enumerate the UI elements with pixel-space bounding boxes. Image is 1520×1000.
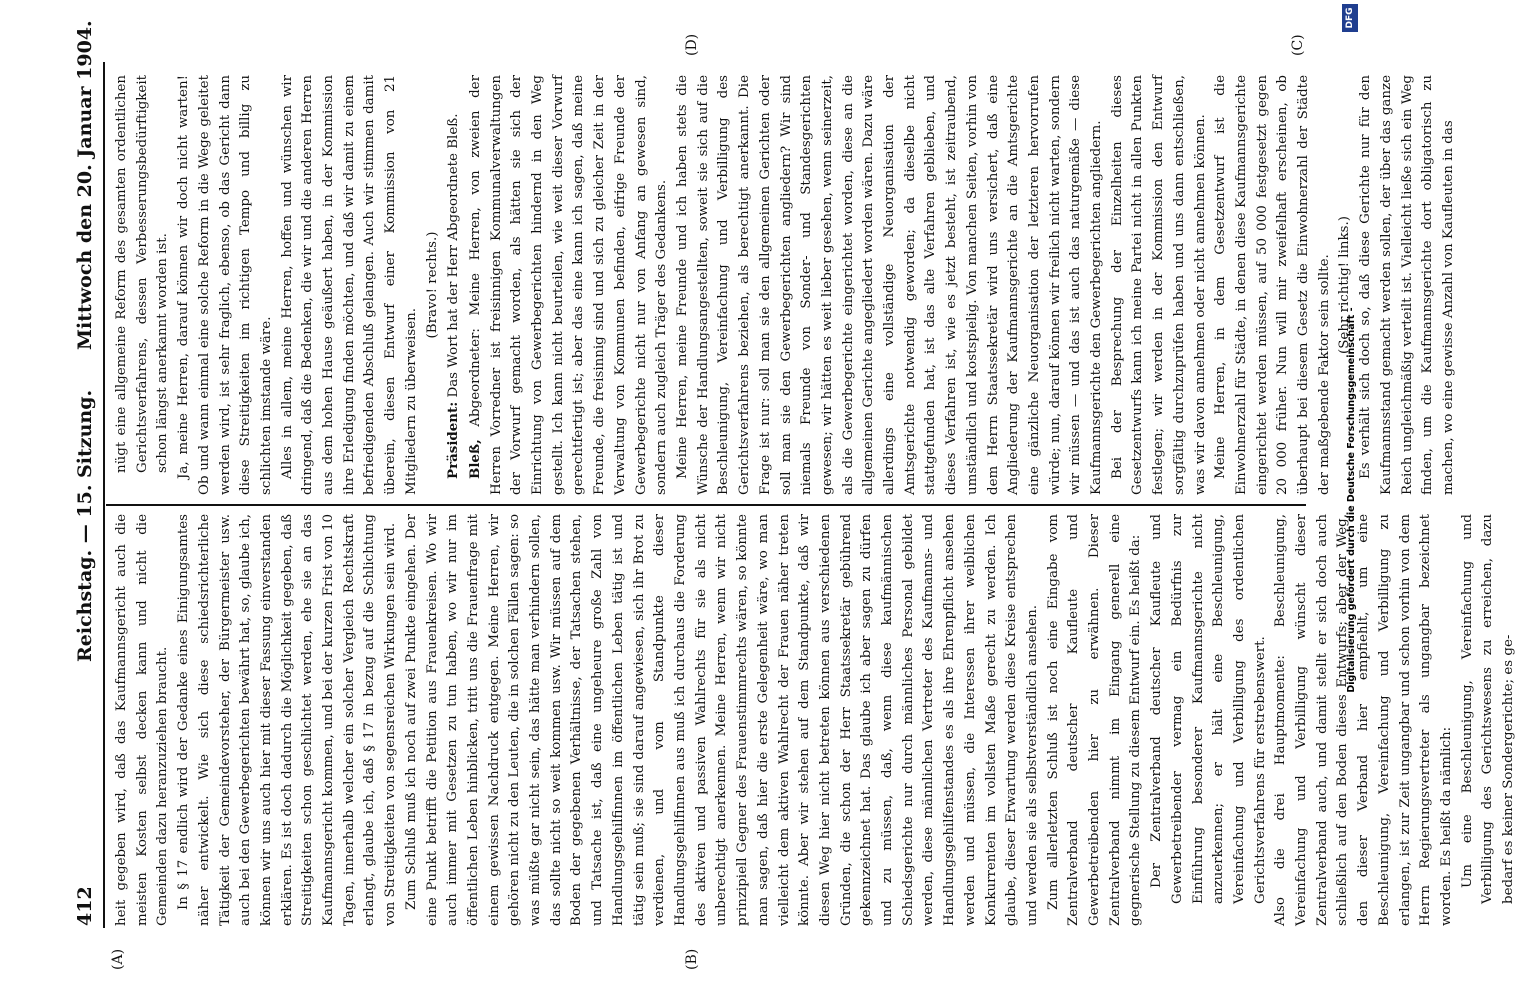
margin-marker-b: (B) [684,948,700,970]
right-paragraph: Bei der Besprechung der Einzelheiten dieses Gesetzentwurfs kann ich meine Partei nicht in allen Punkten festlegen; wir werden in der Kommission den Entwurf sorgfältig durchzuprüfen haben und uns dann entschließen, was wir davon annehmen oder nicht annehmen können. [1109,75,1208,495]
speaker-paragraph [465,75,673,495]
right-quote: nügt eine allgemeine Reform des gesamten ordentlichen Gerichtsverfahrens, dessen Verbesserungsbedürftigkeit schon längst anerkannt worden ist. [114,75,171,473]
left-paragraph: In § 17 endlich wird der Gedanke eines Einigungsamtes näher entwickelt. Wie sich diese schiedsrichterliche Tätigkeit der Gemeindevorsteher, der Bürgermeister usw. auch bei den Gewerbegerichten bewährt hat, so, glaube ich, können wir uns auch hier mit dieser Fassung einverstanden erklären. Es ist doch dadurch die Möglichkeit gegeben, daß Streitigkeiten schon geschlichtet werden, ehe sie an das Kaufmannsgericht kommen, und bei der kurzen Frist von 10 Tagen, innerhalb welcher ein solcher Vergleich Rechtskraft erlangt, glaube ich, daß § 17 in bezug auf die Schlichtung von Streitigkeiten von segensreichen Wirkungen sein wird. [176,514,399,926]
left-quote: Um eine Beschleunigung, Vereinfachung und Verbilligung des Gerichtswesens zu erreichen, dazu bedarf es keiner Sondergerichte; es ge- [1459,514,1517,904]
margin-marker-a: (A) [110,948,126,970]
header-rule [103,62,105,928]
left-column [112,513,1517,926]
right-paragraph: Meine Herren, meine Freunde und ich haben stets die Wünsche der Handlungsangestellten, soweit sie sich auf die Beschleunigung, Vereinfachung und Verbilligung des Gerichtsverfahrens beziehen, als berechtigt anerkannt. Die Frage ist nur: soll man sie den allgemeinen Gerichten oder soll man sie den Gewerbegerichten angliedern? Wir sind niemals Freunde von Sonder- und Standesgerichten gewesen; wir hätten es weit lieber gesehen, wenn seinerzeit, als die Gewerbegerichte eingerichtet worden, diese an die allgemeinen Gerichte angegliedert worden wären. Dazu wäre allerdings eine vollständige Neuorganisation der Amtsgerichte notwendig geworden; da dieselbe nicht stattgefunden hat, ist das alte Verfahren geblieben, und dieses Verfahren ist, wie es jetzt besteht, ist zeitraubend, umständlich und kostspielig. Von manchen Seiten, vorhin von dem Herrn Staatssekretär wird uns versichert, daß eine Angliederung der Kaufmannsgerichte an die Amtsgerichte eine gänzliche Neuorganisation der letzteren hervorrufen würde; nun, darauf können wir freilich nicht warten, sondern wir müssen — und das ist auch das naturgemäße — diese Kaufmannsgerichte den Gewerbegerichten angliedern. [674,75,1105,495]
right-column [112,74,1456,495]
margin-marker-d: (D) [684,33,700,56]
page-number: 412 [74,886,96,926]
digitization-credit: Digitalisierung gefördert durch die Deutsche Forschungsgemeinschaft - [1346,307,1357,693]
applause-note: (Sehr richtig! links.) [1337,216,1353,354]
right-paragraph: Meine Herren, in dem Gesetzentwurf ist die Einwohnerzahl für Städte, in denen diese Kaufmannsgerichte eingerichtet werden müssen, auf 50 000 festgesetzt gegen 20 000 früher. Nun will mir zweifelhaft erscheinen, ob überhaupt bei diesem Gesetz die Einwohnerzahl der Städte der maßgebende Faktor sein sollte. [1213,75,1332,495]
right-paragraph: Es verhält sich doch so, daß diese Gerichte nur für den Kaufmannsstand gemacht werden sollen, der über das ganze Reich ungleichmäßig verteilt ist. Vielleicht ließe sich ein Weg finden, um die Kaufmannsgerichte dort obligatorisch zu machen, wo eine gewisse Anzahl von Kaufleuten in das [1358,75,1456,495]
left-paragraph: heit gegeben wird, daß das Kaufmannsgericht auch die meisten Kosten selbst decken kann und nicht die Gemeinden dazu heranzuziehen braucht. [114,514,171,926]
header-session: Reichstag. — 15. Sitzung. [74,389,96,662]
president-line [443,75,465,495]
column-divider [106,504,1306,506]
applause-note: (Bravo! rechts.) [424,231,440,339]
president-text: Das Wort hat der Herr Abgeordnete Bleß. [446,113,462,398]
page-header [70,0,104,1000]
left-paragraph: Zum allerletzten Schluß ist noch eine Eingabe vom Zentralverband deutscher Kaufleute und Gewerbetreibenden hier zu erwähnen. Dieser Zentralverband nimmt im Eingang generell eine gegnerische Stellung zu diesem Entwurf ein. Es heißt da: [1045,514,1144,926]
left-paragraph: Also die drei Hauptmomente: Beschleunigung, Vereinfachung und Verbilligung wünscht dieser Zentralverband auch, und damit stellt er sich doch auch schließlich auf den Boden dieses Entwurfs; aber der Weg, den dieser Verband hier empfiehlt, um eine Beschleunigung, Vereinfachung und Verbilligung zu erlangen, ist zur Zeit ungangbar und schon vorhin von dem Herrn Regierungsvertreter als ungangbar bezeichnet worden. Es heißt da nämlich: [1273,514,1454,926]
left-paragraph: Zum Schluß muß ich noch auf zwei Punkte eingehen. Der eine Punkt betrifft die Petition aus Frauenkreisen. Wo wir auch immer mit Gesetzen zu tun haben, wo wir nur im öffentlichen Leben hinblicken, tritt uns die Frauenfrage mit einem gewissen Nachdruck entgegen. Meine Herren, wir gehören nicht zu den Leuten, die in solchen Fällen sagen: so was müßte gar nicht sein, das hätte man verhindern sollen, das sollte nicht so weit kommen usw. Wir müssen auf dem Boden der gegebenen Verhältnisse, der Tatsachen stehen, und Tatsache ist, daß eine ungeheure große Zahl von Handlungsgehilfinnen im öffentlichen Leben tätig ist und tätig sein muß; sie sind darauf angewiesen, sich ihr Brot zu verdienen, und vom Standpunkte dieser Handlungsgehilfinnen aus muß ich durchaus die Forderung des aktiven und passiven Wahlrechts für sie als nicht unberechtigt anerkennen. Meine Herren, wenn wir nicht prinzipiell Gegner des Frauenstimmrechts wären, so könnte man sagen, daß hier die erste Gelegenheit wäre, wo man vielleicht dem aktiven Wahlrecht der Frauen näher treten könnte. Aber wir stehen auf dem Standpunkte, daß wir diesen Weg hier nicht betreten können aus verschiedenen Gründen, die schon der Herr Staatssekretär gebührend gekennzeichnet hat. Das glaube ich aber sagen zu dürfen und zu müssen, daß, wenn diese kaufmännischen Schiedsgerichte nur durch männliches Personal gebildet werden, diese männlichen Vertreter des Kaufmanns- und Handlungsgehilfenstandes es als ihre Ehrenpflicht ansehen werden und müssen, die Interessen ihrer weiblichen Konkurrenten im vollsten Maße gerecht zu werden. Ich glaube, dieser Erwartung werden diese Kreise entsprechen und werden sie als selbstverständlich ansehen. [403,513,1040,926]
president-label: Präsident: [445,401,462,479]
right-paragraph: Ja, meine Herren, darauf können wir doch nicht warten! Ob und wann einmal eine solche Reform in die Wege geleitet werden wird, ist sehr fraglich, ebenso, ob das Gericht dann diese Streitigkeiten im richtigen Tempo und billig zu schlichten imstande wäre. [176,75,274,495]
dfg-logo: DFG [1342,4,1358,32]
header-date: Mittwoch den 20. Januar 1904. [74,20,96,350]
margin-marker-c: (C) [1290,34,1306,56]
right-paragraph: Alles in allem, meine Herren, hoffen und wünschen wir dringend, daß die Bedenken, die wir und die anderen Herren aus dem hohen Hause geäußert haben, in der Kommission ihre Erledigung finden möchten, und daß wir damit zu einem befriedigenden Abschluß gelangen. Auch wir stimmen damit überein, diesen Entwurf einer Kommission von 21 Mitgliedern zu überweisen. [279,75,419,495]
speaker-label: Bleß, [466,439,483,479]
left-quote: Der Zentralverband deutscher Kaufleute und Gewerbetreibender vermag ein Bedürfnis zur Einführung besonderer Kaufmannsgerichte nicht anzuerkennen; er hält eine Beschleunigung, Vereinfachung und Verbilligung des ordentlichen Gerichtsverfahrens für erstrebenswert. [1149,514,1268,904]
speaker-intro: Abgeordneter: Meine Herren, von zweien der Herren Vorredner ist freisinnigen Kommunalverwaltungen der Vorwurf gemacht worden, als hätten sie sich der Einrichtung von Gewerbegerichten hindernd in den Weg gestellt. Ich kann nicht beurteilen, wie weit dieser Vorwurf gerechtfertigt ist; aber das eine kann ich sagen, daß meine Freunde, die freisinnig sind und sich zu gleicher Zeit in der Verwaltung von Kommunen befinden, eifrige Freunde der Gewerbegerichte nicht nur von Anfang an gewesen sind, sondern auch zugleich Träger des Gedankens. [467,74,670,495]
